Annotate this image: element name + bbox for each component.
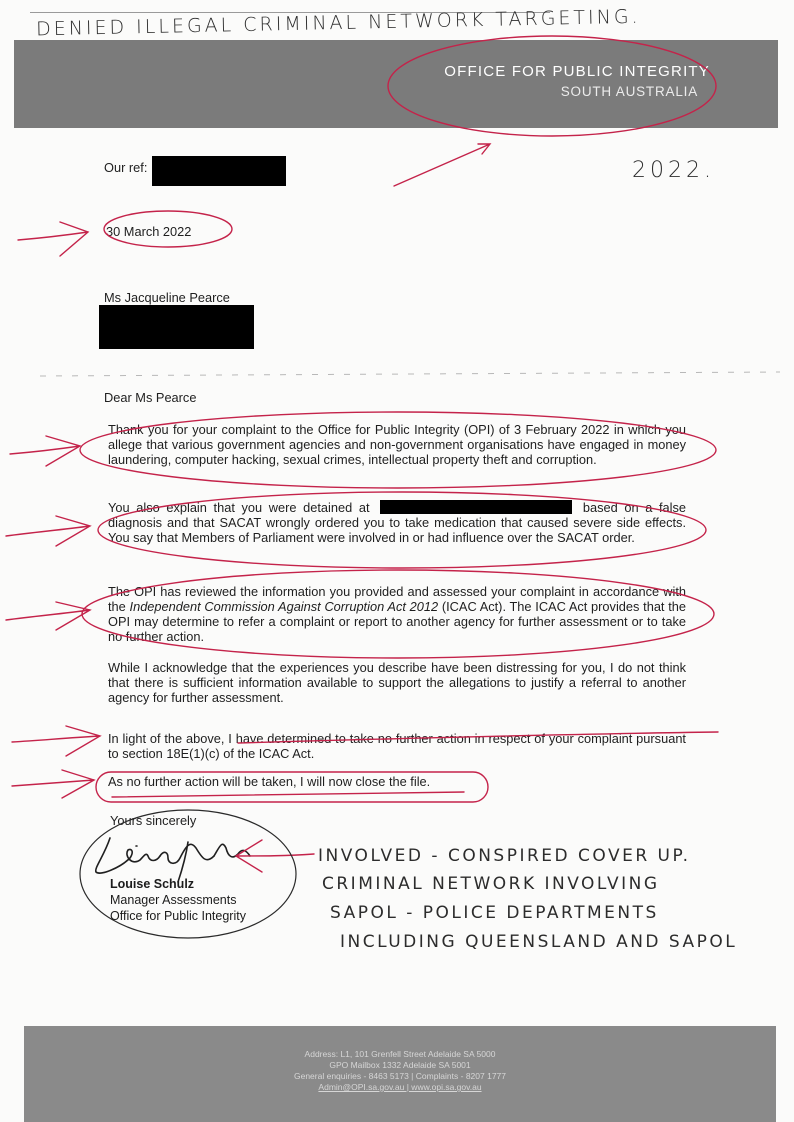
paragraph-determination: In light of the above, I have determined to take no further action in respect of your complaint pursuant to section 18E(1)(c) of the ICAC Act. xyxy=(108,731,686,761)
arrow-to-para-complaint xyxy=(10,436,80,466)
footer-links[interactable]: Admin@OPI.sa.gov.au | www.opi.sa.gov.au xyxy=(318,1082,482,1092)
paragraph-detention-end: based on a false xyxy=(582,500,686,515)
salutation: Dear Ms Pearce xyxy=(104,390,197,405)
act-title: Independent Commission Against Corruption Act 2012 xyxy=(129,599,439,614)
side-note-line-1: INVOLVED - CONSPIRED COVER UP. xyxy=(318,846,691,866)
side-note-line-4: INCLUDING QUEENSLAND AND SAPOL xyxy=(340,932,738,952)
paragraph-detention xyxy=(108,500,686,545)
paragraph-acknowledgement: While I acknowledge that the experiences you describe have been distressing for you, I do not think that there is sufficient information available to support the allegations to justify a referral to another agency for further assessment. xyxy=(108,660,686,705)
arrow-to-date xyxy=(18,222,88,256)
arrow-to-org-name xyxy=(394,144,490,186)
signatory-office: Office for Public Integrity xyxy=(110,909,246,923)
footer-address: Address: L1, 101 Grenfell Street Adelaide SA 5000 xyxy=(304,1049,496,1059)
closing: Yours sincerely xyxy=(110,813,197,828)
footer-mailbox: GPO Mailbox 1332 Adelaide SA 5001 xyxy=(329,1060,471,1070)
paragraph-assessment-text-end: (ICAC Act). The ICAC Act provides that the OPI may determine to refer a complaint or report to another agency for further assessment or to take no further action. xyxy=(108,599,686,644)
arrow-to-determination xyxy=(12,726,100,756)
letter-date: 30 March 2022 xyxy=(106,224,192,239)
underline-close-file xyxy=(112,792,464,797)
paragraph-assessment xyxy=(108,584,686,644)
org-subtitle: SOUTH AUSTRALIA xyxy=(560,84,698,99)
arrow-to-close-file xyxy=(12,770,94,798)
handwritten-year-note: 2022. xyxy=(632,158,715,183)
signatory-title: Manager Assessments xyxy=(110,893,237,907)
arrow-to-para-detention xyxy=(6,516,90,546)
paragraph-close-file: As no further action will be taken, I will now close the file. xyxy=(108,774,431,789)
scan-line xyxy=(40,372,780,376)
redacted-reference xyxy=(152,156,286,186)
org-name: OFFICE FOR PUBLIC INTEGRITY xyxy=(444,63,710,80)
signatory-name: Louise Schulz xyxy=(110,877,195,891)
signature-scribble xyxy=(96,838,250,882)
redacted-address xyxy=(99,305,254,349)
paragraph-detention-start: You also explain that you were detained at xyxy=(108,500,370,515)
paragraph-detention-rest: diagnosis and that SACAT wrongly ordered you to take medication that caused severe side effects. You say that Members of Parliament were involved in or had influence over the SACAT order. xyxy=(108,515,686,545)
footer-phones: General enquiries - 8463 5173 | Complaints - 8207 1777 xyxy=(293,1071,506,1081)
recipient-name: Ms Jacqueline Pearce xyxy=(104,290,230,305)
arrow-to-para-assessment xyxy=(6,602,90,630)
handwritten-top-note: DENIED ILLEGAL CRIMINAL NETWORK TARGETING. xyxy=(35,5,641,41)
side-note-line-2: CRIMINAL NETWORK INVOLVING xyxy=(322,874,660,894)
paragraph-assessment-text: The OPI has reviewed the information you provided and assessed your complaint in accordance with the xyxy=(108,584,686,614)
paragraph-complaint: Thank you for your complaint to the Office for Public Integrity (OPI) of 3 February 2022 in which you allege that various government agencies and non-government organisations have engaged in money laundering, computer hacking, sexual crimes, intellectual property theft and corruption. xyxy=(108,422,686,467)
arrow-signature-to-note xyxy=(236,840,314,872)
redacted-location xyxy=(380,500,572,514)
our-ref-label: Our ref: xyxy=(104,160,148,175)
side-note-line-3: SAPOL - POLICE DEPARTMENTS xyxy=(330,903,659,923)
